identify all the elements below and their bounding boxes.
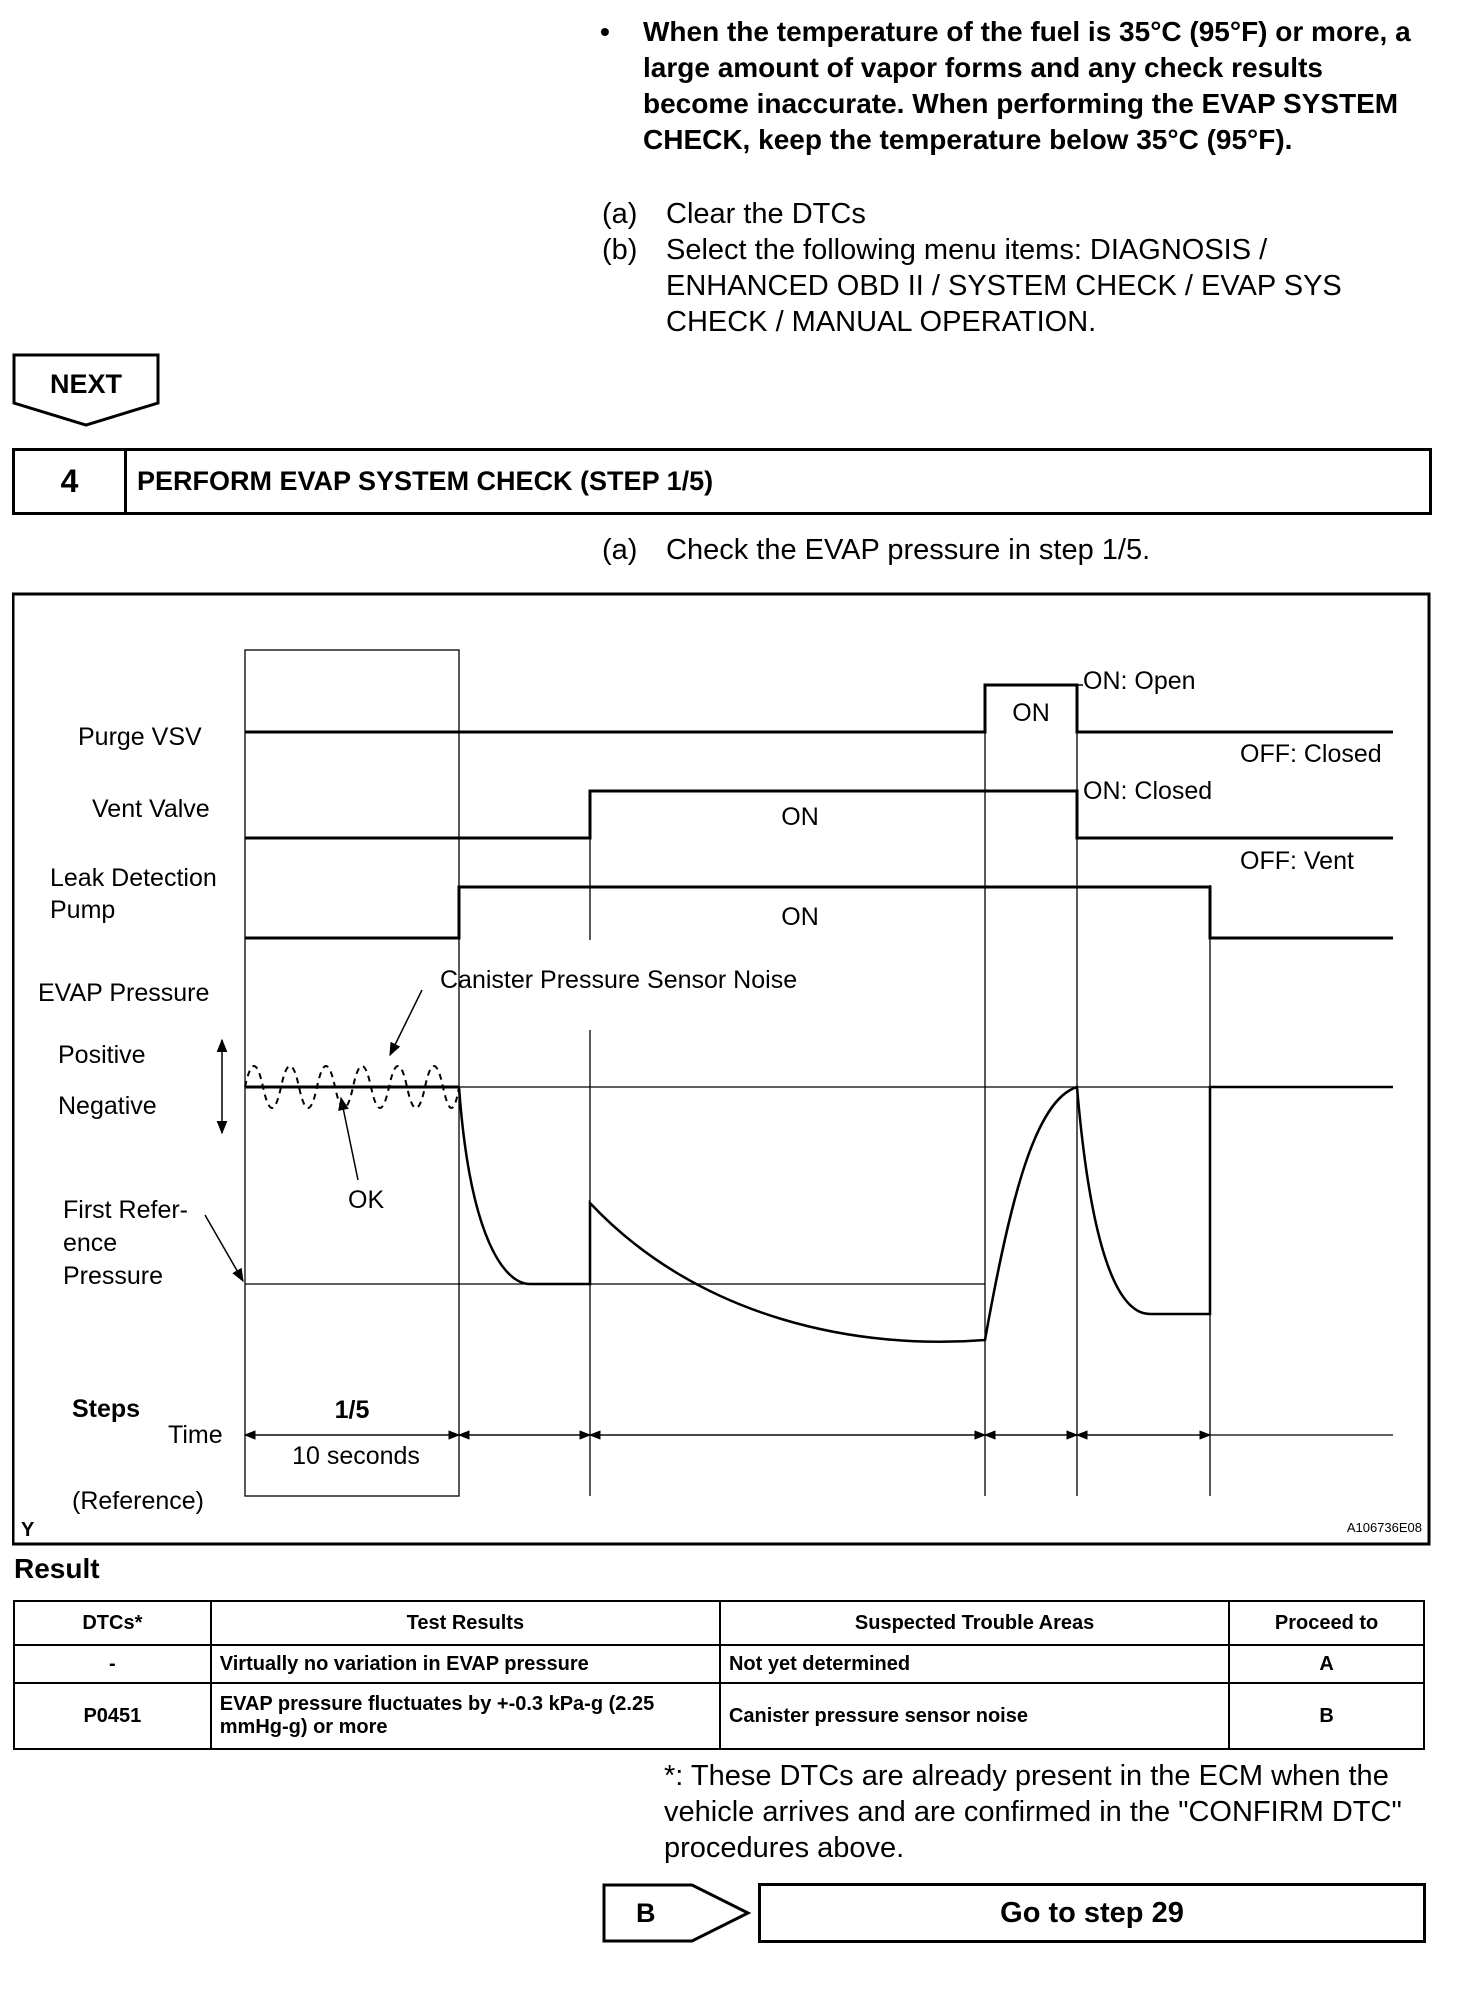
purge-vsv-signal	[245, 685, 1393, 732]
step-number: 4	[15, 451, 127, 512]
ok-annotation: OK	[348, 1186, 385, 1214]
step-text: Check the EVAP pressure in step 1/5.	[666, 534, 1151, 566]
leak-pump-signal	[245, 887, 1393, 938]
figure-id: A106736E08	[1346, 1520, 1422, 1535]
evap-timing-diagram	[12, 592, 1432, 1546]
result-heading: Result	[14, 1553, 100, 1584]
step-text: Clear the DTCs	[666, 198, 866, 230]
step-1-5-window	[245, 650, 459, 1496]
pump-on-label: ON	[781, 903, 819, 931]
step-title: PERFORM EVAP SYSTEM CHECK (STEP 1/5)	[137, 466, 714, 496]
purge-vsv-label: Purge VSV	[78, 723, 202, 751]
noise-leader	[390, 990, 422, 1055]
table-row	[14, 1645, 1424, 1683]
table-header-row	[14, 1601, 1424, 1645]
dtc-cell: -	[14, 1645, 211, 1683]
step-label: (a)	[602, 198, 638, 230]
vent-valve-signal	[245, 791, 1393, 838]
vent-valve-label: Vent Valve	[92, 795, 210, 823]
bullet: •	[600, 16, 610, 47]
prep-step-a	[602, 196, 1422, 232]
vent-on-label: ON	[781, 803, 819, 831]
test-result-cell: Virtually no variation in EVAP pressure	[211, 1645, 720, 1683]
off-vent-label: OFF: Vent	[1240, 847, 1354, 875]
negative-label: Negative	[58, 1092, 157, 1120]
next-label: NEXT	[49, 369, 123, 399]
leak-pump-label-2: Pump	[50, 896, 116, 924]
proceed-cell: A	[1229, 1645, 1424, 1683]
column-header: DTCs*	[14, 1601, 211, 1645]
dtc-cell: P0451	[14, 1683, 211, 1749]
proceed-arrow-shape	[604, 1885, 748, 1941]
positive-label: Positive	[58, 1041, 146, 1069]
column-header: Suspected Trouble Areas	[720, 1601, 1229, 1645]
step-label: (b)	[602, 234, 638, 266]
off-closed-label: OFF: Closed	[1240, 740, 1382, 768]
table-row	[14, 1683, 1424, 1749]
step-text: Select the following menu items: DIAGNOSIS / ENHANCED OBD II / SYSTEM CHECK / EVAP SYS CHECK / MANUAL OPERATION.	[666, 234, 1342, 338]
step-1-5-label: 1/5	[334, 1396, 370, 1424]
ok-leader	[341, 1098, 358, 1180]
proceed-b-arrow[interactable]	[602, 1883, 752, 1943]
column-header: Test Results	[211, 1601, 720, 1645]
trouble-area-cell: Canister pressure sensor noise	[720, 1683, 1229, 1749]
on-open-label: ON: Open	[1083, 667, 1196, 695]
purge-on-label: ON	[1012, 699, 1050, 727]
prep-step-b	[602, 232, 1422, 340]
step-header	[12, 448, 1432, 515]
caution-text: When the temperature of the fuel is 35°C (95°F) or more, a large amount of vapor forms and any check results become inaccurate. When performing the EVAP SYSTEM CHECK, keep the temperature below 35°C (95°F).	[643, 16, 1411, 155]
first-ref-label-1: First Refer-	[63, 1196, 188, 1224]
step-label: (a)	[602, 534, 638, 566]
noise-annotation: Canister Pressure Sensor Noise	[440, 966, 798, 994]
caution-note	[600, 14, 1420, 158]
evap-pressure-label: EVAP Pressure	[38, 979, 210, 1007]
column-header: Proceed to	[1229, 1601, 1424, 1645]
first-ref-label-3: Pressure	[63, 1262, 164, 1290]
reference-label: (Reference)	[72, 1487, 204, 1515]
time-label: Time	[168, 1421, 223, 1449]
diagram-frame	[13, 594, 1429, 1544]
test-result-cell: EVAP pressure fluctuates by +-0.3 kPa-g (2.25 mmHg-g) or more	[211, 1683, 720, 1749]
duration-label: 10 seconds	[292, 1442, 420, 1470]
footnote: *: These DTCs are already present in the ECM when the vehicle arrives and are confirmed in the "CONFIRM DTC" procedures above.	[664, 1760, 1402, 1864]
corner-y-label: Y	[21, 1519, 35, 1541]
leak-pump-label-1: Leak Detection	[50, 864, 217, 892]
trouble-area-cell: Not yet determined	[720, 1645, 1229, 1683]
proceed-label: B	[636, 1898, 656, 1928]
timing-grid	[245, 650, 1213, 1496]
first-ref-leader	[205, 1215, 243, 1281]
steps-label: Steps	[72, 1395, 141, 1423]
goto-step-box[interactable]: Go to step 29	[758, 1883, 1426, 1943]
check-step-a	[602, 532, 1422, 568]
result-table	[13, 1600, 1425, 1750]
first-ref-label-2: ence	[63, 1229, 118, 1257]
on-closed-label: ON: Closed	[1083, 777, 1213, 805]
proceed-cell: B	[1229, 1683, 1424, 1749]
next-arrow[interactable]	[10, 353, 162, 429]
evap-pressure-curve	[459, 1087, 1393, 1342]
